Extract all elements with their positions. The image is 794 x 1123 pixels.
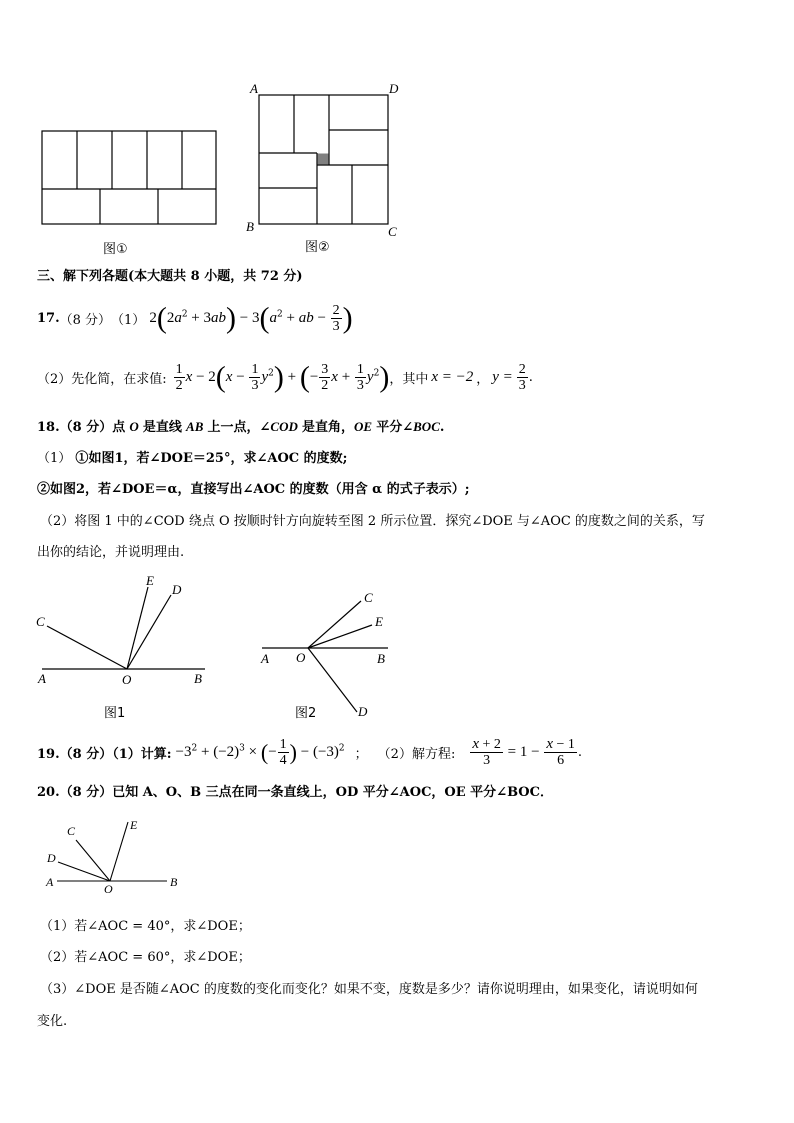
q20-label-D: D bbox=[47, 851, 56, 865]
q20-part1: （1）若∠AOC = 40°，求∠DOE； bbox=[40, 919, 251, 934]
fig2-label-C: C bbox=[388, 224, 397, 239]
q18-fig2-label-B: B bbox=[377, 651, 385, 666]
q18-mid2: 上一点，∠ bbox=[207, 420, 271, 435]
q18-fig1-caption: 图1 bbox=[104, 706, 126, 721]
fig2-label-A: A bbox=[250, 81, 258, 96]
q18-mid3: 是直角， bbox=[302, 420, 355, 435]
q19-expr-text bbox=[0, 0, 1, 1]
q20-line1: 20.（8 分）已知 A、O、B 三点在同一条直线上，OD 平分∠AOC，OE 平分∠BOC． bbox=[37, 785, 553, 800]
q18-fig1-label-C: C bbox=[36, 614, 45, 629]
q18-OE: OE bbox=[354, 419, 373, 434]
q18-fig2-label-O: O bbox=[296, 650, 306, 665]
q18-mid1: 是直线 bbox=[142, 420, 182, 435]
q17-condition: ，其中 bbox=[389, 371, 429, 387]
q18-p1a-text: 如图1，若∠DOE＝25°，求∠AOC 的度数; bbox=[88, 451, 348, 466]
q18-part2-line1: （2）将图 1 中的∠COD 绕点 O 按顺时针方向旋转至图 2 所示位置．探究∠DOE 与∠AOC 的度数之间的关系，写 bbox=[40, 514, 705, 529]
q19-end: . bbox=[577, 744, 583, 760]
q17-y-den: 3 bbox=[518, 377, 526, 393]
q19-equation: $\frac{x + 2}{3}$ = 1 − $\frac{x - 1}{6}$ bbox=[472, 735, 575, 768]
q17-x-value: x = −2 bbox=[431, 368, 474, 385]
q19-sep: ； bbox=[354, 746, 368, 762]
figure-2-caption: 图② bbox=[305, 240, 330, 255]
q18-AB: AB bbox=[186, 419, 204, 434]
section-heading: 三、解下列各题(本大题共 8 小题，共 72 分) bbox=[37, 269, 303, 284]
q18-COD: COD bbox=[270, 419, 298, 434]
q19-expr-visual: $-3^2 + (-2)^3$ × (− $\frac{1}{4}$ ) − $(-3)^2$ bbox=[175, 736, 345, 768]
q18-fig1-label-B: B bbox=[194, 671, 202, 686]
q20-label-B: B bbox=[170, 875, 178, 889]
q17-y-label: y = bbox=[492, 368, 513, 385]
q18-fig2-caption: 图2 bbox=[295, 706, 317, 721]
q18-fig1-label-O: O bbox=[122, 672, 132, 687]
fig2-label-B: B bbox=[246, 219, 254, 234]
q18-fig2-label-E: E bbox=[375, 614, 383, 629]
q20-part2: （2）若∠AOC = 60°，求∠DOE； bbox=[40, 950, 251, 965]
figure-1-caption: 图① bbox=[103, 242, 128, 257]
q18-fig1-label-A: A bbox=[38, 671, 46, 686]
q18-fig2-label-D: D bbox=[358, 704, 368, 719]
q18-p1b-text: 如图2，若∠DOE＝α，直接写出∠AOC 的度数（用含 α 的式子表示）; bbox=[50, 482, 470, 497]
q20-part3-line2: 变化. bbox=[37, 1014, 68, 1029]
q17-expr1: $2(2a^2 + 3ab) - 3(a^2$ + ab − $\frac{2}{3}$ ) bbox=[149, 301, 353, 334]
q18-p1a-label: （1） bbox=[37, 451, 72, 466]
q18-p1a-circle: ① bbox=[75, 451, 89, 466]
q18-fig1-label-D: D bbox=[172, 582, 182, 597]
q18-fig1-label-E: E bbox=[146, 573, 154, 588]
q19-prefix: 19.（8 分）（1）计算: bbox=[37, 746, 172, 762]
q18-fig2-label-A: A bbox=[261, 651, 269, 666]
q19-part2: （2）解方程: bbox=[377, 746, 456, 762]
q17-part2-label: （2）先化简，在求值: bbox=[37, 371, 167, 387]
q18-p1b-circle: ② bbox=[37, 482, 51, 497]
q17-expr2: $\frac{1}{2}$ x − 2(x − $\frac{1}{3}$ $y^2$) + (− $\frac{3}{2}$ x + $\frac{1}{3}$ $y^2$) bbox=[175, 360, 390, 393]
q17-part1-label: （1） bbox=[111, 312, 146, 328]
q20-label-C: C bbox=[67, 824, 76, 838]
q20-part3-line1: （3）∠DOE 是否随∠AOC 的度数的变化而变化？如果不变，度数是多少？请你说明理由，如果变化，请说明如何 bbox=[40, 982, 698, 997]
fig2-label-D: D bbox=[389, 81, 399, 96]
q17-points: （8 分） bbox=[59, 312, 112, 328]
q17-number: 17. bbox=[37, 310, 60, 326]
q17-sep: ， bbox=[476, 371, 490, 387]
q18-fig2-label-C: C bbox=[364, 590, 373, 605]
q17-end: . bbox=[528, 369, 533, 385]
q17-y-num: 2 bbox=[518, 361, 526, 377]
q18-BOC: BOC bbox=[413, 419, 440, 434]
q20-label-E: E bbox=[130, 818, 138, 832]
q18-end: . bbox=[439, 420, 445, 435]
q18-O: O bbox=[129, 419, 139, 434]
q18-prefix: 18.（8 分）点 bbox=[37, 420, 126, 435]
q20-label-O: O bbox=[104, 882, 113, 896]
q18-mid4: 平分∠ bbox=[376, 420, 414, 435]
q18-part2-line2: 出你的结论，并说明理由. bbox=[37, 545, 185, 560]
q20-label-A: A bbox=[46, 875, 54, 889]
